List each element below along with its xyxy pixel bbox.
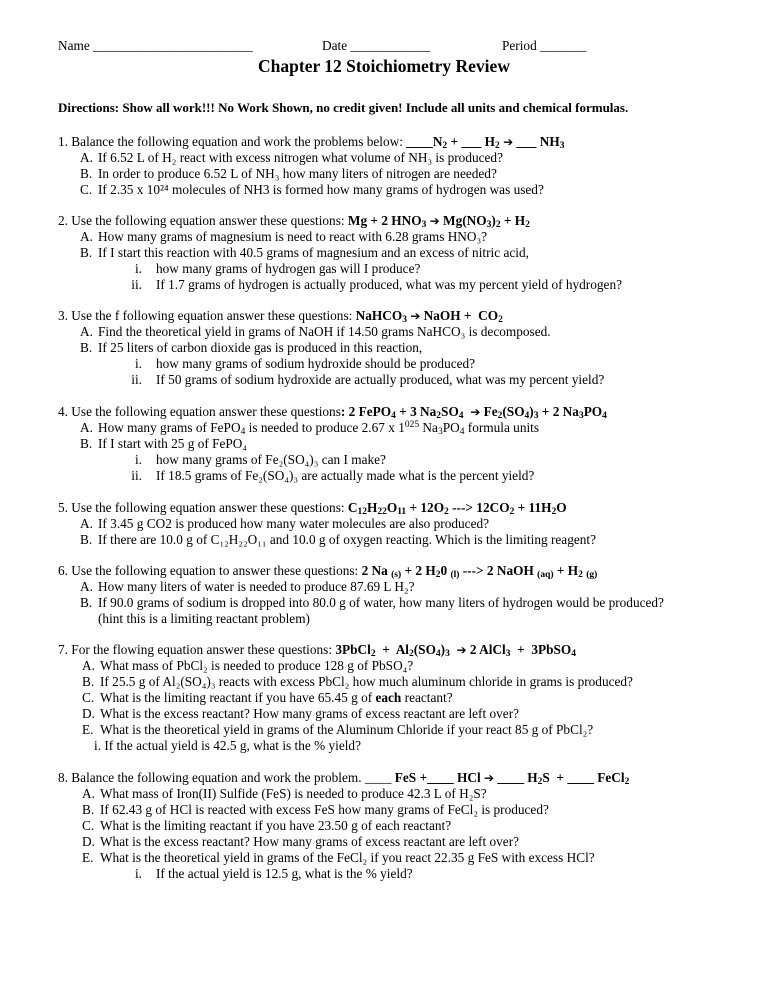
period-field: Period _______ bbox=[502, 38, 587, 53]
q1-equation: $\_\_\_\_N_2$ + ___ $H_2$ ➔ ___ $NH_3$ bbox=[406, 134, 565, 151]
q8-part-b: If 62.43 g of HCl is reacted with excess FeS how many grams of FeCl₂ is produced? bbox=[100, 802, 549, 817]
q2-part-b-i: how many grams of hydrogen gas will I produce? bbox=[156, 261, 421, 276]
q3-part-b: If 25 liters of carbon dioxide gas is produced in this reaction, bbox=[98, 340, 423, 355]
q1-stem: 1. Balance the following equation and work the problems below: bbox=[58, 134, 407, 149]
q8-stem: 8. Balance the following equation and work the problem. ____ bbox=[58, 770, 395, 785]
q3-part-b-i: how many grams of sodium hydroxide should be produced? bbox=[156, 356, 476, 371]
q4-equation: : 2 FePO$_4$ + 3 $Na_2SO_4$ ➔ $Fe_2(SO_4)_3 + 2$ $Na_3PO_4$ bbox=[340, 404, 607, 421]
q8-part-d: What is the excess reactant? How many grams of excess reactant are left over? bbox=[100, 834, 520, 849]
q6-equation: 2 Na $_{(s)}$ + 2 $H_20$ $_{(l)}$ ---> 2 NaOH $_{(aq)} + H_2$ $_{(g)}$ bbox=[361, 563, 598, 580]
directions: Directions: Show all work!!! No Work Shown, no credit given! Include all units and chemical formulas. bbox=[58, 100, 629, 115]
q7-part-b: If 25.5 g of Al₂(SO₄)₃ reacts with excess PbCl₂ how much aluminum chloride in grams is produced? bbox=[100, 674, 633, 689]
q2-equation: Mg + 2 $HNO_3$ ➔ $Mg(NO_3)_2 + H_2$ bbox=[347, 213, 530, 230]
q4-part-a: How many grams of FePO$_4$ is needed to produce 2.67 x $1^{025}$ $Na_3PO_4$ formula units bbox=[98, 420, 540, 437]
q5-part-a: If 3.45 g CO2 is produced how many water molecules are also produced? bbox=[98, 516, 490, 531]
q8-part-e-i: If the actual yield is 12.5 g, what is the % yield? bbox=[156, 866, 413, 881]
q4-stem: 4. Use the following equation answer these questions bbox=[58, 404, 341, 419]
q3-equation: NaHCO$_3$ ➔ NaOH + $CO_2$ bbox=[355, 308, 503, 325]
q1-part-a: If 6.52 L of H₂ react with excess nitrogen what volume of NH₃ is produced? bbox=[98, 150, 503, 165]
q7-part-e: What is the theoretical yield in grams of the Aluminum Chloride if your react 85 g of PbCl₂? bbox=[100, 722, 594, 737]
question-3: 3. Use the f following equation answer these questions: NaHCO$_3$ ➔ NaOH + $CO_2$ A. Find the theoretical yield in grams of NaOH if 14.50 grams NaHCO₃ is decomposed. B. If 25 liters of carbon dioxide gas is produced in this reaction, i. how many grams of sodium hydroxide should be produced? ii. If 50 grams of sodium hydroxide are actually produced, what was my percent yield? bbox=[58, 308, 605, 387]
q6-part-b: If 90.0 grams of sodium is dropped into 80.0 g of water, how many liters of hydrogen would be produced? bbox=[98, 595, 664, 610]
question-7: 7. For the flowing equation answer these questions: 3PbCl$_2$ + $Al_2(SO_4)_3$ ➔ 2 AlCl$_3$ + 3PbSO$_4$ A. What mass of PbCl₂ is needed to produce 128 g of PbSO₄? B. If 25.5 g of Al₂(SO₄)₃ reacts with excess PbCl₂ how much aluminum chloride in grams is produced? C. What is the limiting reactant if you have 65.45 g of each reactant? D. What is the excess reactant? How many grams of excess reactant are left over? E. What is the theoretical yield in grams of the Aluminum Chloride if your react 85 g of PbCl₂? i. If the actual yield is 42.5 g, what is the % yield? bbox=[58, 642, 633, 753]
question-1: 1. Balance the following equation and work the problems below: $\_\_\_\_N_2$ + ___ $H_2$ ➔ ___ $NH_3$ A. If 6.52 L of H₂ react with excess nitrogen what volume of NH₃ is produced? B. In order to produce 6.52 L of NH₃ how many liters of nitrogen are needed? C. If 2.35 x 10²⁴ molecules of NH3 is formed how many grams of hydrogen was used? bbox=[58, 134, 565, 197]
q3-part-b-ii: If 50 grams of sodium hydroxide are actually produced, what was my percent yield? bbox=[156, 372, 605, 387]
q5-equation: $C_{12}H_{22}O_{11} + 12O_2$ ---> $12CO_2 + 11H_2O$ bbox=[347, 500, 567, 517]
q7-part-d: What is the excess reactant? How many grams of excess reactant are left over? bbox=[100, 706, 520, 721]
q7-stem: 7. For the flowing equation answer these questions: bbox=[58, 642, 336, 657]
question-8: 8. Balance the following equation and work the problem. ____ FeS +____ HCl ➔ ____ $H_2S$ + ____ FeCl$_2$ A. What mass of Iron(II) Sulfide (FeS) is needed to produce 42.3 L of H₂S? B. If 62.43 g of HCl is reacted with excess FeS how many grams of FeCl₂ is produced? C. What is the limiting reactant if you have 23.50 g of each reactant? D. What is the excess reactant? How many grams of excess reactant are left over? E. What is the theoretical yield in grams of the FeCl₂ if you react 22.35 g FeS with excess HCl? i. If the actual yield is 12.5 g, what is the % yield? bbox=[58, 770, 630, 881]
q7-part-e-i: i. If the actual yield is 42.5 g, what is the % yield? bbox=[94, 738, 361, 753]
q8-part-c: What is the limiting reactant if you have 23.50 g of each reactant? bbox=[100, 818, 452, 833]
q3-stem: 3. Use the f following equation answer these questions: bbox=[58, 308, 356, 323]
q2-part-b: If I start this reaction with 40.5 grams of magnesium and an excess of nitric acid, bbox=[98, 245, 529, 260]
q4-part-b-i: how many grams of Fe₂(SO₄)₃ can I make? bbox=[156, 452, 386, 467]
date-field: Date ____________ bbox=[322, 38, 431, 53]
q6-part-a: How many liters of water is needed to produce 87.69 L H₂? bbox=[98, 579, 415, 594]
q8-part-a: What mass of Iron(II) Sulfide (FeS) is needed to produce 42.3 L of H₂S? bbox=[100, 786, 487, 801]
question-4: 4. Use the following equation answer these questions: 2 FePO$_4$ + 3 $Na_2SO_4$ ➔ $Fe_2(SO_4)_3 + 2$ $Na_3PO_4$ A. How many grams of FePO$_4$ is needed to produce 2.67 x $1^{025}$ $Na_3PO_4$ formula units B. If I start with 25 g of FePO₄ i. how many grams of Fe₂(SO₄)₃ can I make? ii. If 18.5 grams of Fe₂(SO₄)₃ are actually made what is the percent yield? bbox=[58, 404, 607, 483]
q1-part-c: If 2.35 x 10²⁴ molecules of NH3 is formed how many grams of hydrogen was used? bbox=[98, 182, 544, 197]
q5-part-b: If there are 10.0 g of C₁₂H₂₂O₁₁ and 10.0 g of oxygen reacting. Which is the limiting reagent? bbox=[98, 532, 596, 547]
q2-part-b-ii: If 1.7 grams of hydrogen is actually produced, what was my percent yield of hydrogen? bbox=[156, 277, 622, 292]
question-5: 5. Use the following equation answer these questions: $C_{12}H_{22}O_{11} + 12O_2$ ---> $12CO_2 + 11H_2O$ A. If 3.45 g CO2 is produced how many water molecules are also produced? B. If there are 10.0 g of C₁₂H₂₂O₁₁ and 10.0 g of oxygen reacting. Which is the limiting reagent? bbox=[58, 500, 596, 547]
q4-part-b: If I start with 25 g of FePO₄ bbox=[98, 436, 248, 451]
q5-stem: 5. Use the following equation answer these questions: bbox=[58, 500, 348, 515]
q7-equation: 3PbCl$_2$ + $Al_2(SO_4)_3$ ➔ 2 AlCl$_3$ + 3PbSO$_4$ bbox=[335, 642, 577, 659]
question-2: 2. Use the following equation answer these questions: Mg + 2 $HNO_3$ ➔ $Mg(NO_3)_2 + H_2$ A. How many grams of magnesium is need to react with 6.28 grams HNO₃? B. If I start this reaction with 40.5 grams of magnesium and an excess of nitric acid, i. how many grams of hydrogen gas will I produce? ii. If 1.7 grams of hydrogen is actually produced, what was my percent yield of hydrogen? bbox=[58, 213, 622, 292]
q7-part-c: What is the limiting reactant if you have 65.45 g of each reactant? bbox=[100, 690, 453, 705]
q2-part-a: How many grams of magnesium is need to react with 6.28 grams HNO₃? bbox=[98, 229, 488, 244]
q1-part-b: In order to produce 6.52 L of NH₃ how many liters of nitrogen are needed? bbox=[98, 166, 497, 181]
q7-part-a: What mass of PbCl₂ is needed to produce 128 g of PbSO₄? bbox=[100, 658, 414, 673]
name-field: Name ________________________ bbox=[58, 38, 253, 53]
q6-stem: 6. Use the following equation to answer these questions: bbox=[58, 563, 362, 578]
q3-part-a: Find the theoretical yield in grams of NaOH if 14.50 grams NaHCO₃ is decomposed. bbox=[98, 324, 551, 339]
page-title: Chapter 12 Stoichiometry Review bbox=[258, 56, 510, 76]
q2-stem: 2. Use the following equation answer these questions: bbox=[58, 213, 348, 228]
q8-equation: FeS +____ HCl ➔ ____ $H_2S$ + ____ FeCl$_2$ bbox=[394, 770, 630, 787]
q6-hint: (hint this is a limiting reactant problem) bbox=[98, 611, 310, 626]
q4-part-b-ii: If 18.5 grams of Fe₂(SO₄)₃ are actually made what is the percent yield? bbox=[156, 468, 535, 483]
question-6: 6. Use the following equation to answer these questions: 2 Na $_{(s)}$ + 2 $H_20$ $_{(l)}$ ---> 2 NaOH $_{(aq)} + H_2$ $_{(g)}$ A. How many liters of water is needed to produce 87.69 L H₂? B. If 90.0 grams of sodium is dropped into 80.0 g of water, how many liters of hydrogen would be produced? (hint this is a limiting reactant problem) bbox=[58, 563, 664, 626]
q8-part-e: What is the theoretical yield in grams of the FeCl₂ if you react 22.35 g FeS with excess HCl? bbox=[100, 850, 595, 865]
